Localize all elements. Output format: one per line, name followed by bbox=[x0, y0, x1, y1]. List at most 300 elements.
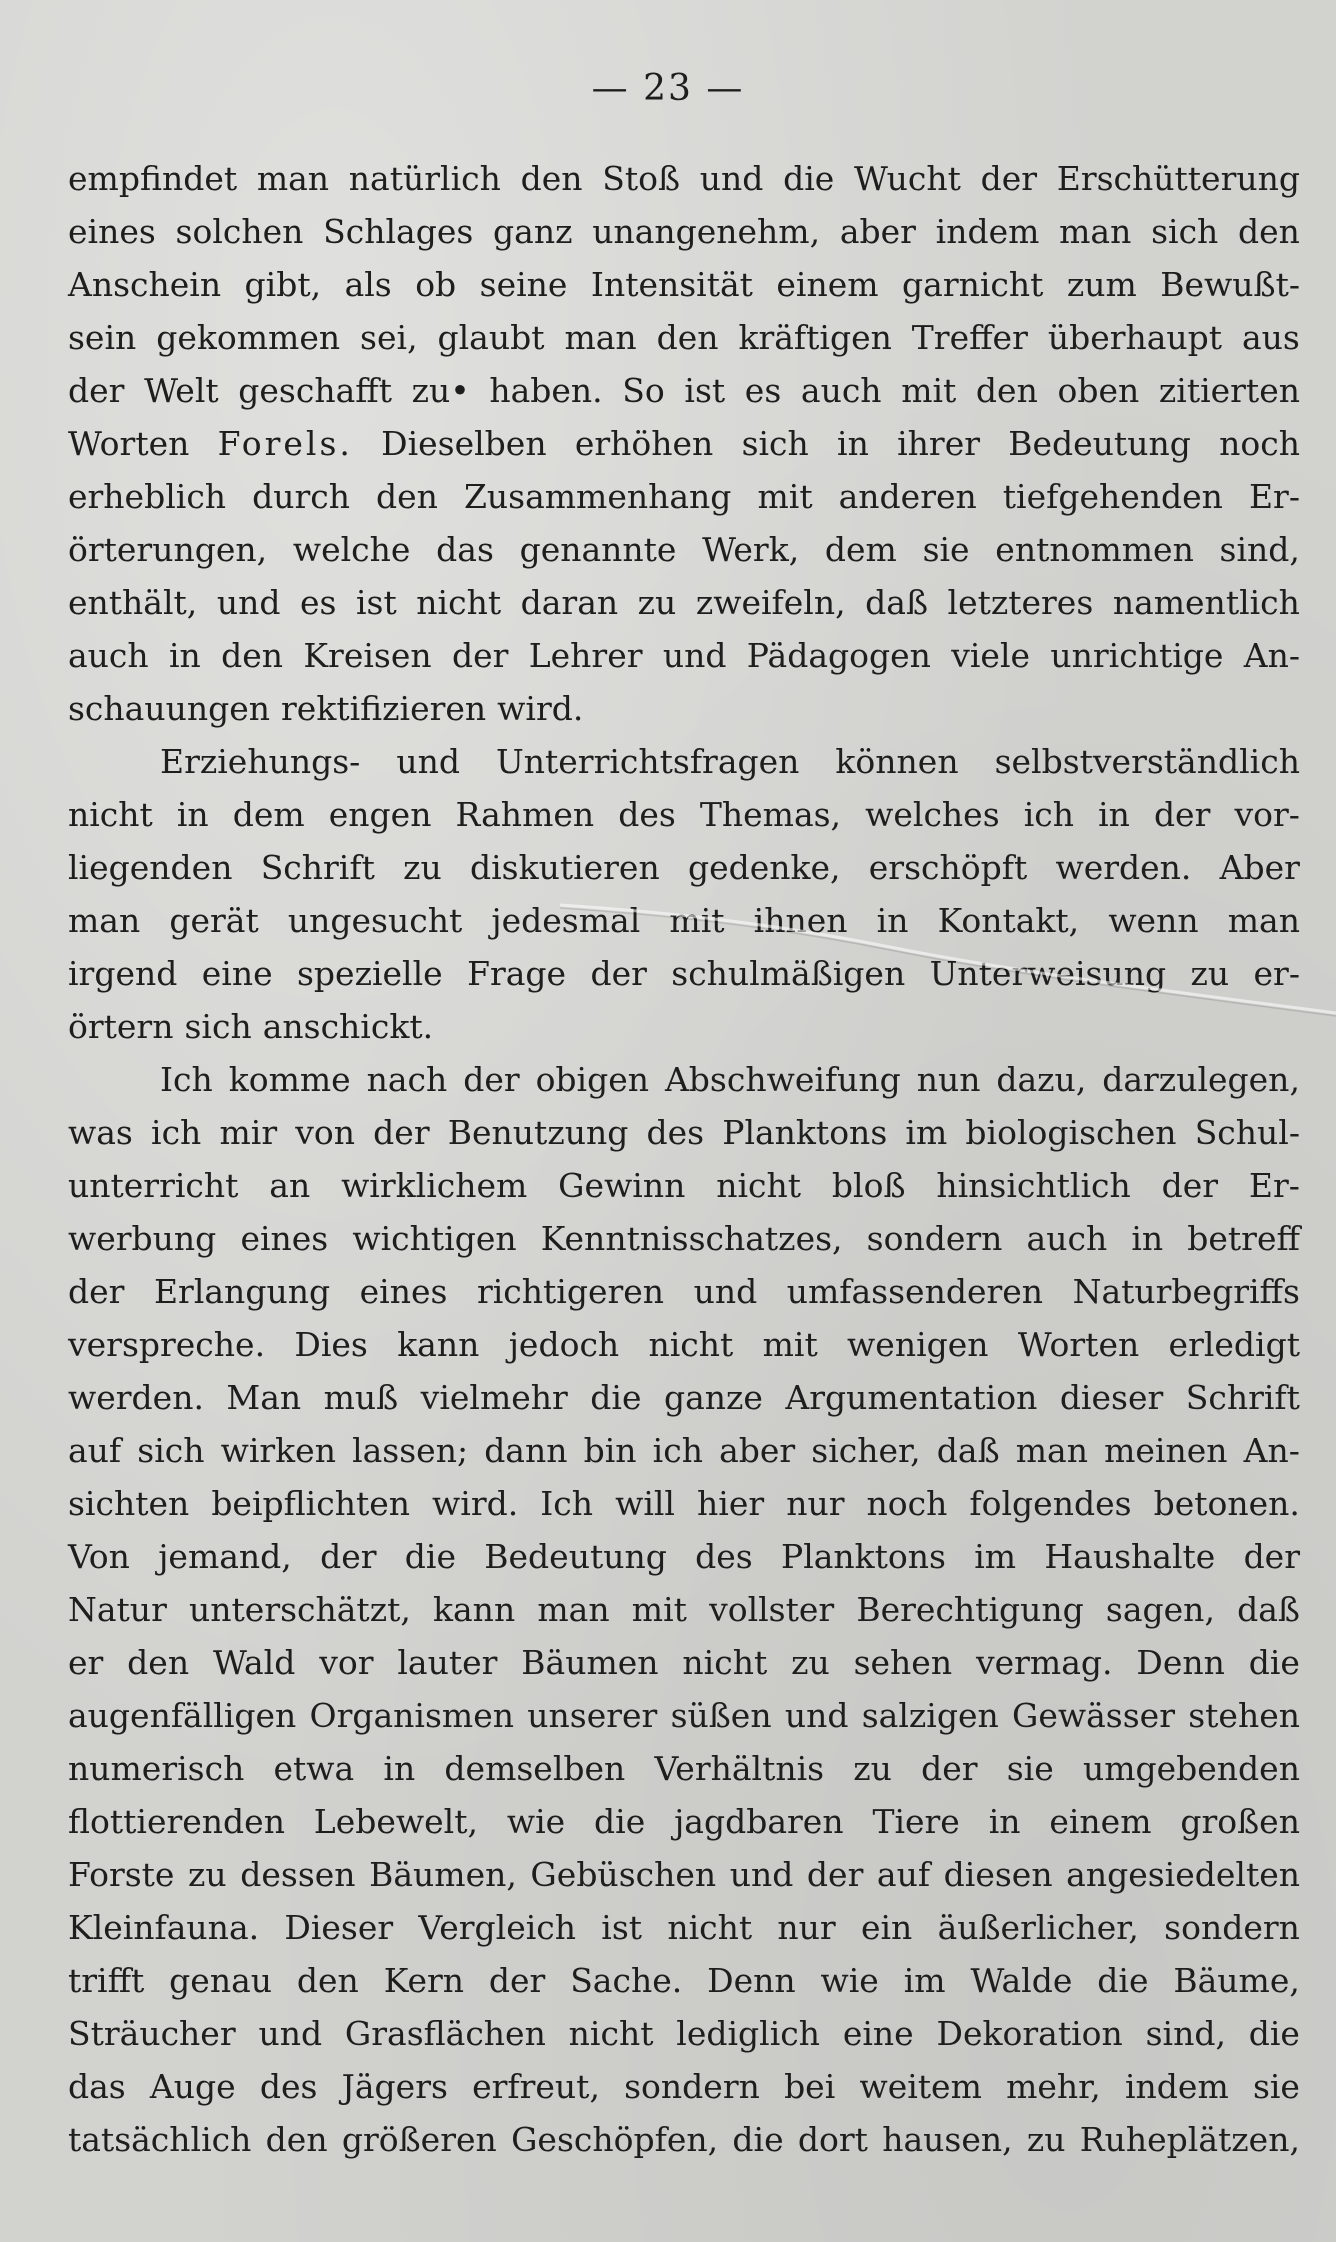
word: das bbox=[68, 2067, 126, 2106]
word: Bewußt- bbox=[1160, 265, 1300, 304]
word: überhaupt bbox=[1047, 318, 1223, 357]
word: Auge bbox=[149, 2067, 236, 2106]
word: der bbox=[590, 954, 647, 993]
word: mit bbox=[762, 1325, 818, 1364]
word: der bbox=[921, 1749, 978, 1788]
word: spezielle bbox=[297, 954, 443, 993]
word: sie bbox=[922, 530, 970, 569]
word: des bbox=[695, 1537, 753, 1576]
word: seine bbox=[479, 265, 568, 304]
word: welche bbox=[292, 530, 411, 569]
word: Er- bbox=[1248, 1166, 1300, 1205]
word: zu• bbox=[411, 371, 470, 410]
text-line bbox=[68, 788, 1300, 841]
word: und bbox=[693, 1272, 758, 1311]
word: zu bbox=[1026, 2120, 1066, 2159]
text-line bbox=[68, 258, 1300, 311]
word: Planktons bbox=[722, 1113, 888, 1152]
word: die bbox=[594, 1802, 646, 1841]
word: umgebenden bbox=[1082, 1749, 1300, 1788]
word: die bbox=[732, 2120, 784, 2159]
word: tatsächlich bbox=[68, 2120, 252, 2159]
word: Pädagogen bbox=[746, 636, 931, 675]
word: Stoß bbox=[602, 159, 680, 198]
word: bei bbox=[784, 2067, 836, 2106]
word: Bedeutung bbox=[1008, 424, 1191, 463]
word: dem bbox=[824, 530, 897, 569]
word: zu bbox=[188, 1855, 227, 1894]
word: lediglich bbox=[676, 2014, 821, 2053]
word: gedenke, bbox=[687, 848, 841, 887]
word: Wucht bbox=[854, 159, 961, 198]
word: örterungen, bbox=[68, 530, 268, 569]
text-line bbox=[68, 1265, 1300, 1318]
word: in bbox=[1098, 795, 1130, 834]
word: sich bbox=[137, 1431, 205, 1470]
word: Schlages bbox=[323, 212, 474, 251]
word: nun bbox=[916, 1060, 981, 1099]
word: solchen bbox=[175, 212, 304, 251]
word: zu bbox=[637, 583, 677, 622]
word: Treffer bbox=[911, 318, 1028, 357]
word: sind, bbox=[1145, 2014, 1226, 2053]
word: den bbox=[127, 1643, 190, 1682]
word: Schrift bbox=[260, 848, 375, 887]
word: viele bbox=[951, 636, 1031, 675]
word: den bbox=[656, 318, 719, 357]
word: ihrer bbox=[897, 424, 980, 463]
word: daran bbox=[520, 583, 619, 622]
word: Dieselben bbox=[381, 424, 547, 463]
word: zum bbox=[1066, 265, 1137, 304]
word: auch bbox=[68, 636, 149, 675]
text-line bbox=[68, 1318, 1300, 1371]
word: mir bbox=[219, 1113, 278, 1152]
word: Wald bbox=[212, 1643, 296, 1682]
word: diskutieren bbox=[469, 848, 660, 887]
word: verspreche. bbox=[68, 1325, 266, 1364]
word: Abschweifung bbox=[664, 1060, 901, 1099]
word: einem bbox=[1049, 1802, 1152, 1841]
word: sich bbox=[1151, 212, 1219, 251]
word: Werk, bbox=[702, 530, 800, 569]
text-line bbox=[68, 311, 1300, 364]
word: örtern bbox=[68, 1007, 174, 1046]
text-line bbox=[68, 1212, 1300, 1265]
word: Lebewelt, bbox=[313, 1802, 478, 1841]
word: ganze bbox=[663, 1378, 763, 1417]
word: sie bbox=[1252, 2067, 1300, 2106]
word: werden. bbox=[68, 1378, 204, 1417]
word: man bbox=[1015, 1431, 1088, 1470]
word: sicher, bbox=[811, 1431, 921, 1470]
word: eine bbox=[201, 954, 273, 993]
word: im bbox=[905, 1113, 948, 1152]
word: wichtigen bbox=[352, 1219, 517, 1258]
word: jedoch bbox=[508, 1325, 620, 1364]
word: folgendes bbox=[969, 1484, 1132, 1523]
word: der bbox=[68, 1272, 125, 1311]
word: nur bbox=[786, 1484, 845, 1523]
word: sein bbox=[68, 318, 137, 357]
word: An- bbox=[1243, 1431, 1300, 1470]
word: die bbox=[1248, 2014, 1300, 2053]
word: auch bbox=[800, 371, 882, 410]
word: nicht bbox=[648, 1325, 734, 1364]
word: So bbox=[622, 371, 665, 410]
word: zweifeln, bbox=[695, 583, 846, 622]
word: betreff bbox=[1187, 1219, 1300, 1258]
word: Gewässer bbox=[1011, 1696, 1175, 1735]
word: bloß bbox=[831, 1166, 906, 1205]
word: engen bbox=[328, 795, 432, 834]
word: die bbox=[1097, 1961, 1149, 2000]
word: nach bbox=[366, 1060, 448, 1099]
word: unangenehm, bbox=[592, 212, 821, 251]
word: wirklichem bbox=[341, 1166, 528, 1205]
word: diesen bbox=[943, 1855, 1053, 1894]
word: demselben bbox=[444, 1749, 626, 1788]
word: kräftigen bbox=[738, 318, 892, 357]
word: Kleinfauna. bbox=[68, 1908, 260, 1947]
word: daß bbox=[865, 583, 928, 622]
word: zu bbox=[853, 1749, 892, 1788]
text-line bbox=[68, 364, 1300, 417]
word: Vergleich bbox=[418, 1908, 577, 1947]
word: an bbox=[269, 1166, 311, 1205]
word: ich bbox=[1023, 795, 1074, 834]
word: Haushalte bbox=[1044, 1537, 1216, 1576]
word: hier bbox=[697, 1484, 765, 1523]
word: weitem bbox=[859, 2067, 982, 2106]
word: zitierten bbox=[1158, 371, 1300, 410]
word: unterschätzt, bbox=[189, 1590, 411, 1629]
word: ich bbox=[151, 1113, 202, 1152]
word: geschafft bbox=[238, 371, 392, 410]
word: angesiedelten bbox=[1066, 1855, 1300, 1894]
word: Grasflächen bbox=[344, 2014, 546, 2053]
text-line bbox=[68, 1424, 1300, 1477]
word: Bäume, bbox=[1173, 1961, 1300, 2000]
word: der bbox=[1161, 1166, 1219, 1205]
word: sich bbox=[184, 1007, 252, 1046]
text-line bbox=[68, 2060, 1300, 2113]
word: eines bbox=[359, 1272, 448, 1311]
word: gerät bbox=[169, 901, 259, 940]
word: Verhältnis bbox=[654, 1749, 825, 1788]
word: noch bbox=[866, 1484, 948, 1523]
word: und bbox=[662, 636, 727, 675]
word: unterricht bbox=[68, 1166, 239, 1205]
word: und bbox=[216, 583, 281, 622]
word: noch bbox=[1219, 424, 1300, 463]
word: aber bbox=[719, 1431, 796, 1470]
word: Intensität bbox=[590, 265, 753, 304]
text-line bbox=[68, 576, 1300, 629]
word: unserer bbox=[527, 1696, 658, 1735]
word: indem bbox=[935, 212, 1040, 251]
word: irgend bbox=[68, 954, 178, 993]
word: Sträucher bbox=[68, 2014, 236, 2053]
word: zu bbox=[403, 848, 442, 887]
text-line bbox=[68, 1477, 1300, 1530]
word: will bbox=[615, 1484, 675, 1523]
word: sich bbox=[741, 424, 809, 463]
word: Schrift bbox=[1185, 1378, 1300, 1417]
word: wird. bbox=[497, 689, 584, 728]
word: Von bbox=[68, 1537, 130, 1576]
word: Kontakt, bbox=[937, 901, 1080, 940]
word: Frage bbox=[467, 954, 567, 993]
word: Man bbox=[226, 1378, 302, 1417]
word: und bbox=[784, 1696, 849, 1735]
word: anschickt. bbox=[262, 1007, 434, 1046]
word: Ich bbox=[160, 1060, 213, 1099]
word: und bbox=[396, 742, 460, 781]
word: ist bbox=[355, 583, 397, 622]
word: Schul- bbox=[1194, 1113, 1300, 1152]
word: welches bbox=[865, 795, 1000, 834]
word: Worten bbox=[68, 424, 190, 463]
word: den bbox=[376, 477, 438, 516]
word: und bbox=[699, 159, 764, 198]
word: Gewinn bbox=[558, 1166, 686, 1205]
word: sie bbox=[1006, 1749, 1054, 1788]
word: den bbox=[520, 159, 583, 198]
word: eines bbox=[240, 1219, 329, 1258]
text-line bbox=[68, 1742, 1300, 1795]
word: Erlangung bbox=[153, 1272, 331, 1311]
word: wie bbox=[820, 1961, 879, 2000]
text-line bbox=[68, 1530, 1300, 1583]
word: sei, bbox=[360, 318, 418, 357]
word: biologischen bbox=[965, 1113, 1177, 1152]
word: dessen bbox=[240, 1855, 356, 1894]
word: der bbox=[980, 159, 1038, 198]
word: muß bbox=[323, 1378, 399, 1417]
word: numerisch bbox=[68, 1749, 245, 1788]
word: tiefgehenden bbox=[1002, 477, 1223, 516]
word: augenfälligen bbox=[68, 1696, 297, 1735]
text-line bbox=[68, 1901, 1300, 1954]
word: obigen bbox=[535, 1060, 650, 1099]
word: lassen; bbox=[352, 1431, 469, 1470]
word: in bbox=[383, 1749, 416, 1788]
word: man bbox=[1227, 901, 1300, 940]
word: äußerlicher, bbox=[937, 1908, 1139, 1947]
text-line bbox=[68, 841, 1300, 894]
word: die bbox=[783, 159, 835, 198]
word: eine bbox=[842, 2014, 914, 2053]
word: Jägers bbox=[341, 2067, 448, 2106]
word: und bbox=[729, 1855, 794, 1894]
text-line bbox=[68, 894, 1300, 947]
word: Erziehungs- bbox=[160, 742, 361, 781]
word: Planktons bbox=[780, 1537, 946, 1576]
word: Argumentation bbox=[785, 1378, 1038, 1417]
word: mit bbox=[631, 1590, 687, 1629]
word: der bbox=[488, 1961, 546, 2000]
word: von bbox=[295, 1113, 356, 1152]
word: glaubt bbox=[437, 318, 545, 357]
word: dem bbox=[232, 795, 305, 834]
text-line bbox=[68, 1636, 1300, 1689]
text-line bbox=[68, 1583, 1300, 1636]
word: Kreisen bbox=[303, 636, 432, 675]
word: einem bbox=[776, 265, 879, 304]
word: Welt bbox=[144, 371, 219, 410]
word: natürlich bbox=[348, 159, 501, 198]
word: man bbox=[1059, 212, 1132, 251]
word: auf bbox=[876, 1855, 931, 1894]
word: dort bbox=[797, 2120, 868, 2159]
word: kann bbox=[433, 1590, 516, 1629]
text-line bbox=[68, 1371, 1300, 1424]
word: rektifizieren bbox=[281, 689, 487, 728]
word: mit bbox=[669, 901, 725, 940]
word: der bbox=[320, 1537, 377, 1576]
text-line bbox=[68, 1106, 1300, 1159]
word: Kenntnisschatzes, bbox=[540, 1219, 843, 1258]
word: Ich bbox=[540, 1484, 594, 1523]
word: ob bbox=[415, 265, 457, 304]
word: etwa bbox=[273, 1749, 355, 1788]
word: jagdbaren bbox=[674, 1802, 844, 1841]
word: die bbox=[1248, 1643, 1300, 1682]
word: sehen bbox=[853, 1643, 953, 1682]
word: nicht bbox=[682, 1643, 768, 1682]
word: größeren bbox=[341, 2120, 497, 2159]
word: indem bbox=[1124, 2067, 1229, 2106]
word: vor- bbox=[1234, 795, 1300, 834]
word: nur bbox=[777, 1908, 836, 1947]
word: werden. bbox=[1055, 848, 1192, 887]
word: dieser bbox=[1059, 1378, 1164, 1417]
word: es bbox=[299, 583, 337, 622]
word: genau bbox=[169, 1961, 273, 2000]
word: liegenden bbox=[68, 848, 233, 887]
word: Walde bbox=[970, 1961, 1073, 2000]
word: ungesucht bbox=[287, 901, 463, 940]
word: selbstverständlich bbox=[994, 742, 1300, 781]
word: er- bbox=[1253, 954, 1300, 993]
word: mehr, bbox=[1006, 2067, 1101, 2106]
word: gibt, bbox=[244, 265, 322, 304]
word: gekommen bbox=[156, 318, 341, 357]
word: unrichtige bbox=[1050, 636, 1224, 675]
word: wenn bbox=[1108, 901, 1199, 940]
text-line bbox=[68, 1689, 1300, 1742]
word: und bbox=[258, 2014, 323, 2053]
word: in bbox=[176, 795, 209, 834]
word: ist bbox=[684, 371, 726, 410]
word: Naturbegriffs bbox=[1072, 1272, 1300, 1311]
word: die bbox=[590, 1378, 642, 1417]
word: der bbox=[451, 636, 509, 675]
text-line bbox=[68, 1795, 1300, 1848]
word: schauungen bbox=[68, 689, 271, 728]
word: meinen bbox=[1104, 1431, 1228, 1470]
word: sagen, bbox=[1105, 1590, 1215, 1629]
word: Er- bbox=[1248, 477, 1300, 516]
text-line bbox=[68, 1848, 1300, 1901]
word: des bbox=[259, 2067, 318, 2106]
word: auf bbox=[68, 1431, 122, 1470]
word: man bbox=[256, 159, 330, 198]
word: sondern bbox=[624, 2067, 760, 2106]
word: im bbox=[974, 1537, 1017, 1576]
word: zu bbox=[1190, 954, 1230, 993]
word: kann bbox=[397, 1325, 480, 1364]
text-line bbox=[68, 1159, 1300, 1212]
word: in bbox=[876, 901, 909, 940]
word: Unterweisung bbox=[929, 954, 1167, 993]
word: namentlich bbox=[1112, 583, 1300, 622]
word: haben. bbox=[489, 371, 603, 410]
word: Unterrichtsfragen bbox=[495, 742, 800, 781]
word: den bbox=[296, 1961, 359, 2000]
word: der bbox=[373, 1113, 430, 1152]
word: Bedeutung bbox=[484, 1537, 667, 1576]
word: bin bbox=[583, 1431, 637, 1470]
word: mit bbox=[901, 371, 957, 410]
word: Dieser bbox=[284, 1908, 394, 1947]
word: hausen, bbox=[882, 2120, 1013, 2159]
word: im bbox=[903, 1961, 946, 2000]
word: es bbox=[744, 371, 782, 410]
word: der bbox=[68, 371, 125, 410]
word: Ruheplätzen, bbox=[1079, 2120, 1300, 2159]
word: nicht bbox=[68, 795, 153, 834]
word: Aber bbox=[1219, 848, 1300, 887]
word: letzteres bbox=[947, 583, 1094, 622]
word: vollster bbox=[709, 1590, 835, 1629]
word: eines bbox=[68, 212, 156, 251]
word: jemand, bbox=[158, 1537, 292, 1576]
word: süßen bbox=[670, 1696, 772, 1735]
word: An- bbox=[1243, 636, 1300, 675]
word: des bbox=[618, 795, 676, 834]
text-line bbox=[68, 470, 1300, 523]
word: das bbox=[436, 530, 494, 569]
word: Natur bbox=[68, 1590, 167, 1629]
word: dann bbox=[484, 1431, 568, 1470]
word: nicht bbox=[568, 2014, 654, 2053]
word: erhöhen bbox=[574, 424, 714, 463]
word: ein bbox=[860, 1908, 913, 1947]
text-line bbox=[68, 1954, 1300, 2007]
word: des bbox=[646, 1113, 705, 1152]
text-line bbox=[68, 1053, 1300, 1106]
word: Dies bbox=[294, 1325, 368, 1364]
word: vermag. bbox=[975, 1643, 1113, 1682]
word: den bbox=[1238, 212, 1300, 251]
word: umfassenderen bbox=[786, 1272, 1044, 1311]
word: genannte bbox=[519, 530, 677, 569]
word: auch bbox=[1026, 1219, 1108, 1258]
word: Sache. bbox=[570, 1961, 683, 2000]
word: lauter bbox=[397, 1643, 498, 1682]
word: enthält, bbox=[68, 583, 198, 622]
word: trifft bbox=[68, 1961, 145, 2000]
word: entnommen bbox=[995, 530, 1194, 569]
word: sind, bbox=[1219, 530, 1300, 569]
word: Gebüschen bbox=[530, 1855, 717, 1894]
word: Anschein bbox=[68, 265, 222, 304]
word: werbung bbox=[68, 1219, 217, 1258]
word: Forels. bbox=[217, 424, 353, 463]
word: können bbox=[835, 742, 959, 781]
